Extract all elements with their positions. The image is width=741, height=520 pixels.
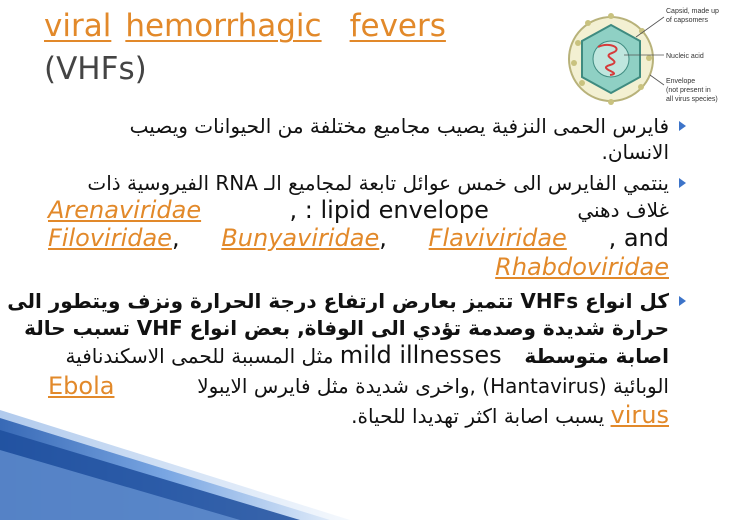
bullet-3-line-1: كل انواع VHFs تتميز بعارض ارتفاع درجة الحرارة ونزف ويتطور الى	[7, 289, 669, 313]
moderate-infection-text: اصابة متوسطة	[524, 344, 669, 368]
envelope-label-line2: (not present in	[666, 87, 711, 94]
bullet-2-line-1: ينتمي الفايرس الى خمس عوائل تابعة لمجاميع الـ RNA الفيروسية ذات	[87, 171, 669, 195]
capsid-label-line2: of capsomers	[666, 17, 709, 24]
bullet-3-line-2: حرارة شديدة وصدمة تؤدي الى الوفاة, بعض انواع VHF تسبب حالة	[24, 316, 669, 340]
envelope-label-line1: Envelope	[666, 78, 696, 85]
link-rhabdoviridae[interactable]: Rhabdoviridae	[495, 253, 669, 281]
title-word-hemorrhagic[interactable]: hemorrhagic	[125, 8, 322, 44]
hantavirus-text: الوبائية (Hantavirus) ,واخرى شديدة مثل فايرس الايبولا	[197, 374, 669, 398]
bullet-1-line-2: الانسان.	[601, 140, 669, 164]
bullet-1-line-1: فايرس الحمى النزفية يصيب مجاميع مختلفة من الحيوانات ويصيب	[129, 114, 669, 138]
bullet-2-line-4	[495, 255, 669, 279]
link-ebola[interactable]: Ebola	[48, 372, 115, 400]
bullet-3-line-4	[48, 374, 669, 398]
mild-illnesses-text: mild illnesses	[339, 341, 502, 369]
lipid-envelope-text: , : lipid envelope	[289, 196, 489, 224]
bullet-3-line-3	[65, 343, 669, 368]
bullet-arrow-icon	[679, 296, 686, 306]
decorative-swoosh	[0, 400, 741, 520]
bullet-arrow-icon	[679, 178, 686, 188]
capsid-label-line1: Capsid, made up	[666, 8, 719, 15]
lipid-envelope-arabic: غلاف دهني	[577, 198, 669, 222]
link-flaviviridae[interactable]: Flaviviridae	[428, 224, 567, 252]
bullet-2-line-2	[48, 198, 669, 222]
nucleic-acid-label: Nucleic acid	[666, 53, 704, 60]
link-virus[interactable]: virus	[610, 401, 669, 429]
title-line-2: (VHFs)	[44, 51, 147, 87]
scandinavian-fever-text: مثل المسببة للحمى الاسكندنافية	[65, 344, 334, 368]
link-bunyaviridae[interactable]: Bunyaviridae	[221, 224, 380, 252]
link-filoviridae[interactable]: Filoviridae	[48, 224, 172, 252]
and-text: , and	[608, 224, 669, 252]
bullet-2-line-3: Filoviridae, Bunyaviridae, Flaviviridae , and	[48, 224, 669, 252]
title-word-fevers[interactable]: fevers	[349, 8, 446, 44]
link-arenaviridae[interactable]: Arenaviridae	[48, 196, 202, 224]
envelope-label-line3: all virus species)	[666, 96, 718, 103]
bullet-arrow-icon	[679, 121, 686, 131]
title-word-viral[interactable]: viral	[44, 8, 112, 44]
life-threatening-text: يسبب اصابة اكثر تهديدا للحياة.	[351, 404, 605, 428]
